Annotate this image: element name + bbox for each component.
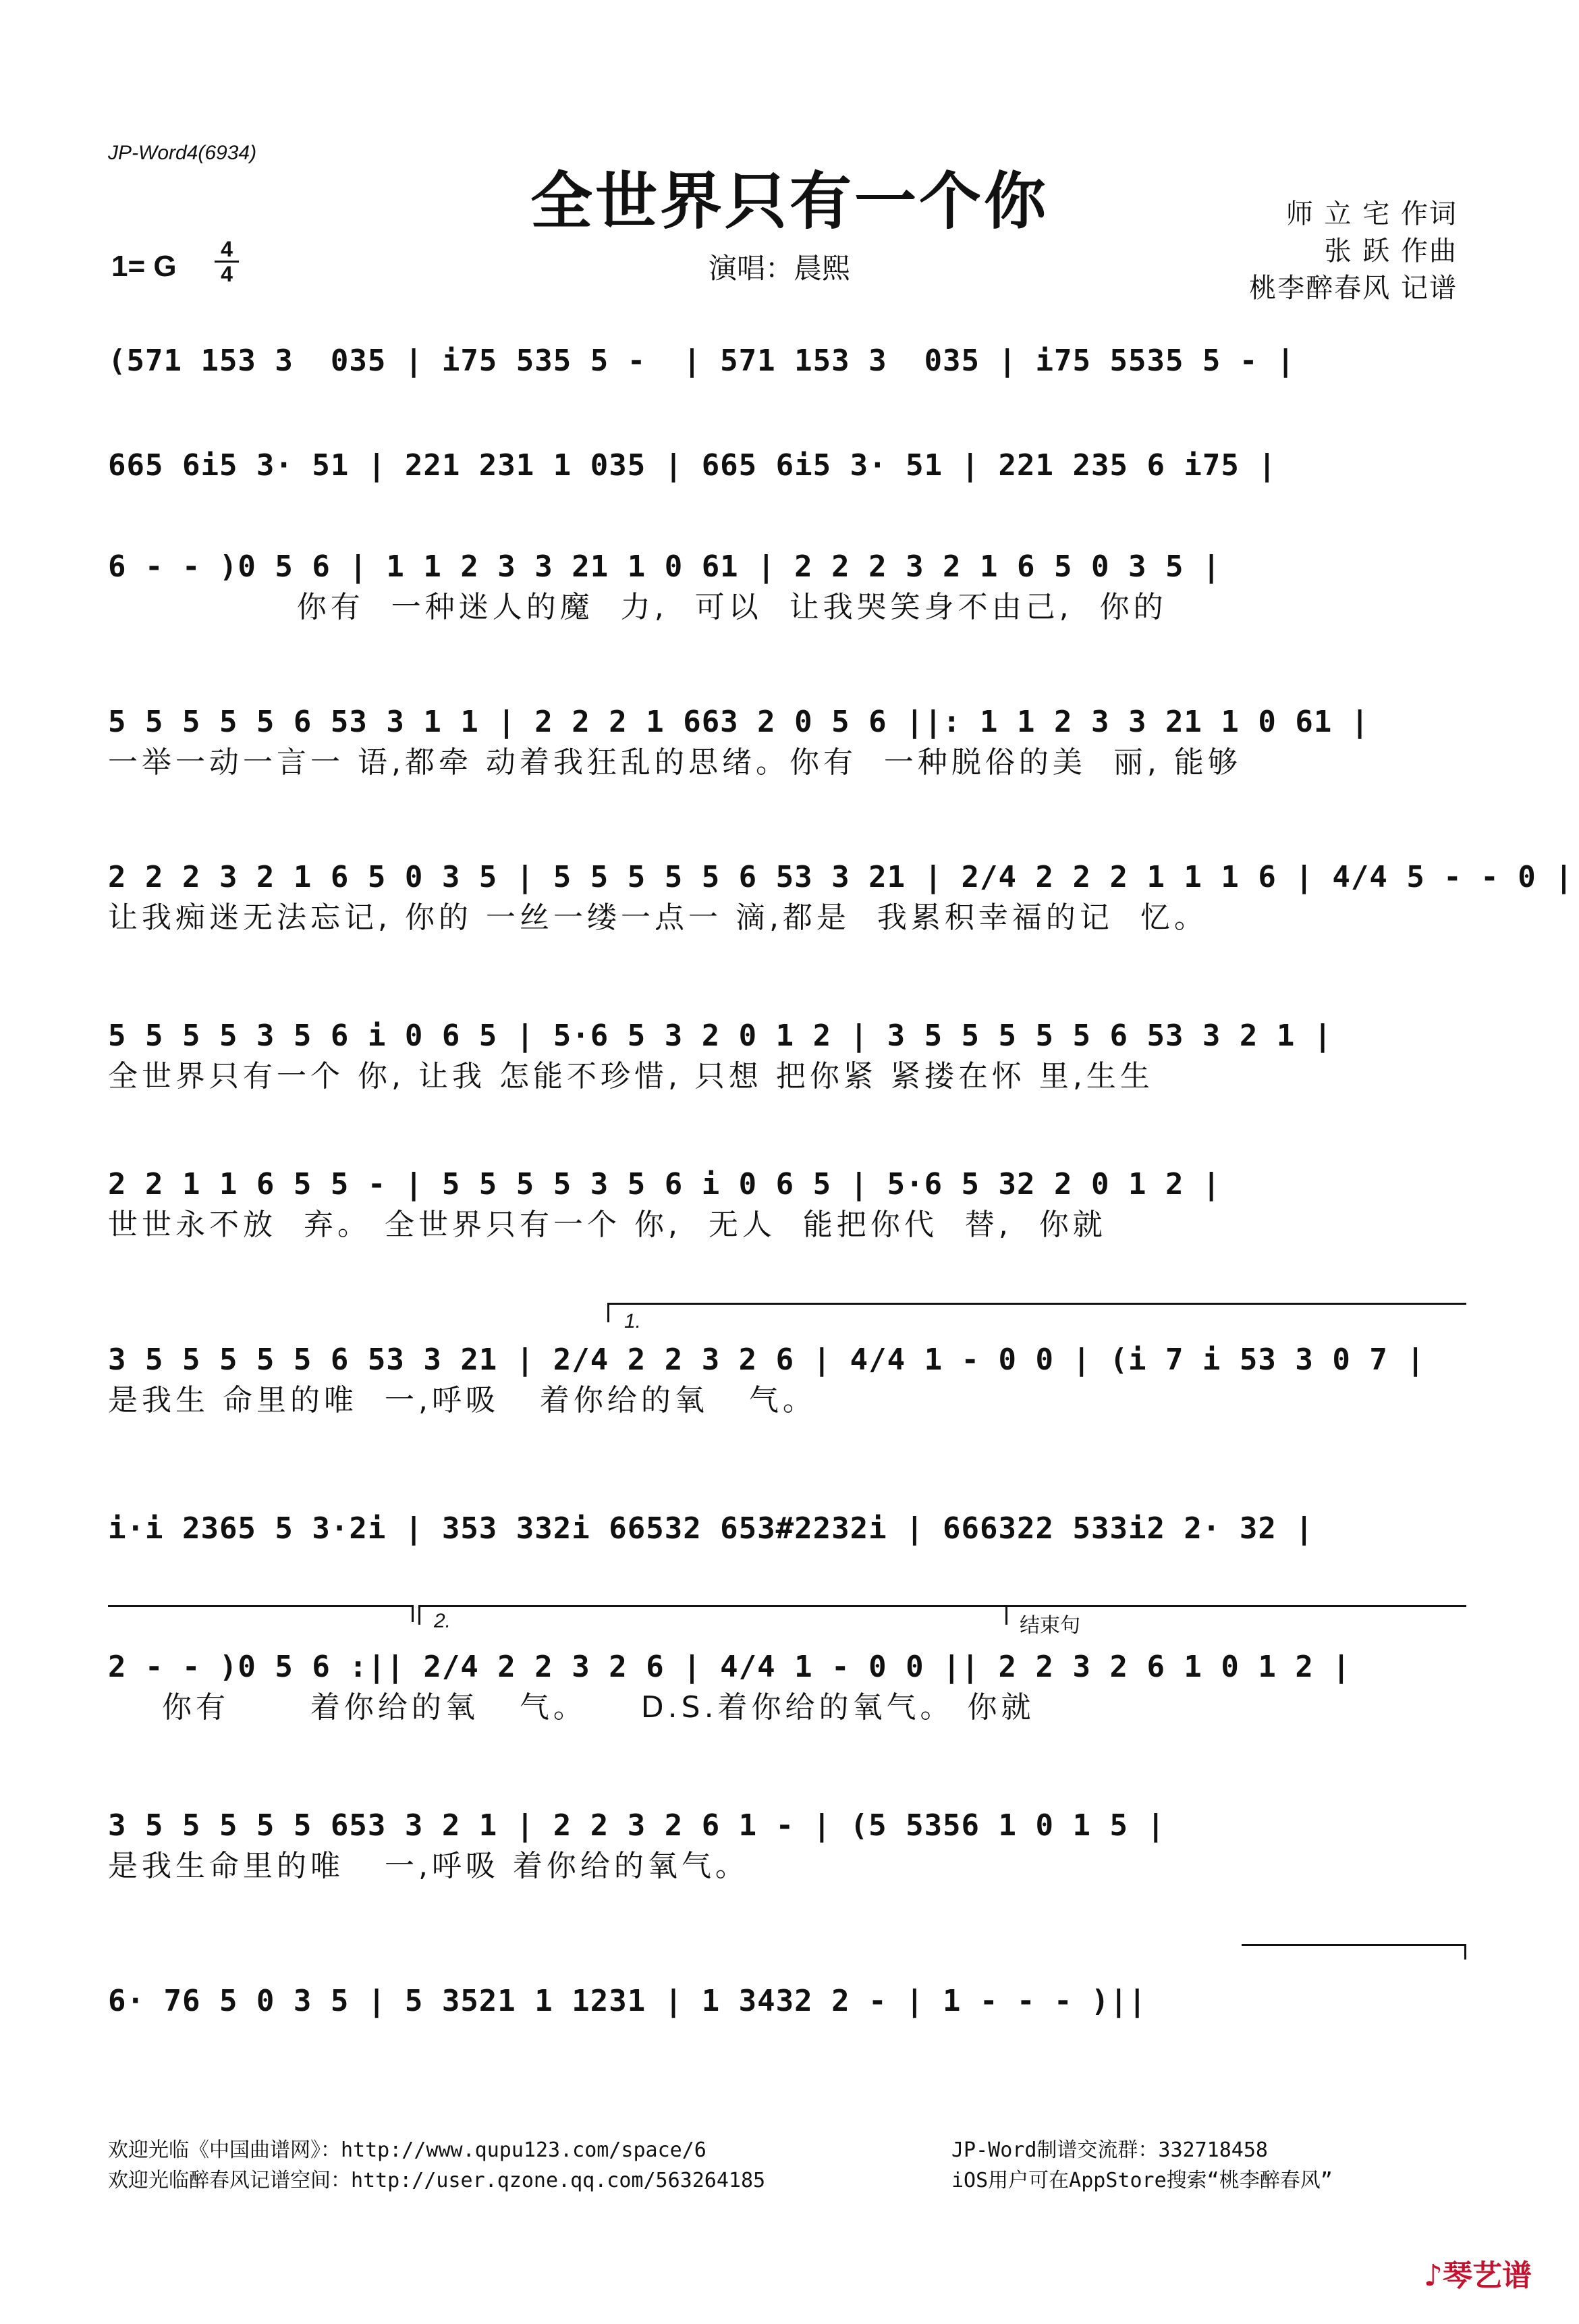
time-sig-top: 4 (221, 237, 233, 261)
score-system-1 (108, 341, 1478, 381)
repeat-bracket (108, 1605, 414, 1622)
final-bracket (1242, 1944, 1466, 1960)
score-system-12 (108, 1981, 1478, 2022)
score-system-6 (108, 1016, 1478, 1097)
lyric-line: 全世界只有一个 你, 让我 怎能不珍惜, 只想 把你紧 紧搂在怀 里,生生 (108, 1059, 1154, 1093)
score-system-7 (108, 1164, 1478, 1245)
lyric-line: 让我痴迷无法忘记, 你的 一丝一缕一点一 滴,都是 我累积幸福的记 忆。 (108, 900, 1208, 935)
score-system-2 (108, 445, 1478, 486)
coda-bracket (1005, 1605, 1466, 1638)
lyric-line: 你有 一种迷人的魔 力, 可以 让我哭笑身不由己, 你的 (108, 590, 1167, 624)
song-title: 全世界只有一个你 (530, 165, 1049, 238)
composer-credit: 张 跃 作曲 (1324, 236, 1458, 267)
notation-line: 2 - - )0 5 6 :|| 2/4 2 2 3 2 6 | 4/4 1 - 0 0 || 2 2 3 2 6 1 0 1 2 | (108, 1650, 1351, 1684)
score-system-10 (108, 1647, 1478, 1728)
singer-credit: 演唱：晨熙 (709, 252, 851, 285)
score-system-11 (108, 1806, 1478, 1887)
notation-line: (571 153 3 035 | i75 535 5 - | 571 153 3 035 | i75 5535 5 - | (108, 344, 1296, 378)
time-signature (215, 238, 239, 286)
notation-line: i·i 2365 5 3·2i | 353 332i 66532 653#2232i | 666322 533i2 2· 32 | (108, 1511, 1314, 1546)
key-signature: 1= G (111, 250, 177, 283)
first-ending-bracket (607, 1303, 1466, 1332)
notation-line: 6 - - )0 5 6 | 1 1 2 3 3 21 1 0 61 | 2 2 2 3 2 1 6 5 0 3 5 | (108, 549, 1221, 584)
second-ending-label: 2. (434, 1610, 451, 1632)
footer-line-1-right: JP-Word制谱交流群：332718458 (951, 2138, 1268, 2162)
score-system-5 (108, 857, 1574, 938)
site-logo (1424, 2251, 1532, 2294)
time-sig-bottom: 4 (215, 261, 239, 286)
footer-line-2-right: iOS用户可在AppStore搜索“桃李醉春风” (951, 2169, 1333, 2192)
notation-line: 3 5 5 5 5 5 6 53 3 21 | 2/4 2 2 3 2 6 | 4/4 1 - 0 0 | (i 7 i 53 3 0 7 | (108, 1343, 1425, 1377)
software-label: JP-Word4(6934) (108, 142, 257, 164)
coda-label: 结束句 (1020, 1614, 1080, 1638)
notation-line: 3 5 5 5 5 5 653 3 2 1 | 2 2 3 2 6 1 - | (5 5356 1 0 1 5 | (108, 1808, 1165, 1843)
score-system-3 (108, 547, 1478, 628)
score-system-8 (108, 1340, 1478, 1421)
lyric-line: 是我生 命里的唯 一,呼吸 着你给的氧 气。 (108, 1383, 816, 1417)
notation-line: 5 5 5 5 5 6 53 3 1 1 | 2 2 2 1 663 2 0 5 6 ||: 1 1 2 3 3 21 1 0 61 | (108, 705, 1370, 739)
notation-line: 6· 76 5 0 3 5 | 5 3521 1 1231 | 1 3432 2 - | 1 - - - )|| (108, 1984, 1147, 2018)
lyric-line: 世世永不放 弃。 全世界只有一个 你, 无人 能把你代 替, 你就 (108, 1208, 1107, 1242)
first-ending-label: 1. (624, 1310, 642, 1332)
footer-line-1-left: 欢迎光临《中国曲谱网》：http://www.qupu123.com/space/6 (108, 2138, 707, 2162)
notation-line: 2 2 1 1 6 5 5 - | 5 5 5 5 3 5 6 i 0 6 5 | 5·6 5 32 2 0 1 2 | (108, 1167, 1221, 1201)
score-system-9 (108, 1509, 1478, 1549)
lyric-line: 是我生命里的唯 一,呼吸 着你给的氧气。 (108, 1849, 749, 1883)
lyricist-credit: 师 立 宅 作词 (1285, 198, 1458, 229)
notation-line: 665 6i5 3· 51 | 221 231 1 035 | 665 6i5 3· 51 | 221 235 6 i75 | (108, 448, 1277, 483)
notation-line: 5 5 5 5 3 5 6 i 0 6 5 | 5·6 5 3 2 0 1 2 | 3 5 5 5 5 5 6 53 3 2 1 | (108, 1019, 1333, 1053)
lyric-line: 一举一动一言一 语,都牵 动着我狂乱的思绪。你有 一种脱俗的美 丽, 能够 (108, 745, 1242, 780)
logo-icon: ♪ (1423, 2259, 1443, 2293)
transcriber-credit: 桃李醉春风 记谱 (1249, 273, 1458, 304)
second-ending-bracket (418, 1605, 1007, 1632)
logo-text: 琴艺谱 (1443, 2259, 1532, 2293)
notation-line: 2 2 2 3 2 1 6 5 0 3 5 | 5 5 5 5 5 6 53 3 21 | 2/4 2 2 2 1 1 1 6 | 4/4 5 - - 0 | (108, 860, 1574, 894)
footer-line-2-left: 欢迎光临醉春风记谱空间：http://user.qzone.qq.com/563264185 (108, 2169, 766, 2192)
score-system-4 (108, 702, 1478, 783)
lyric-line: 你有 着你给的氧 气。 D.S.着你给的氧气。 你就 (108, 1690, 1035, 1725)
